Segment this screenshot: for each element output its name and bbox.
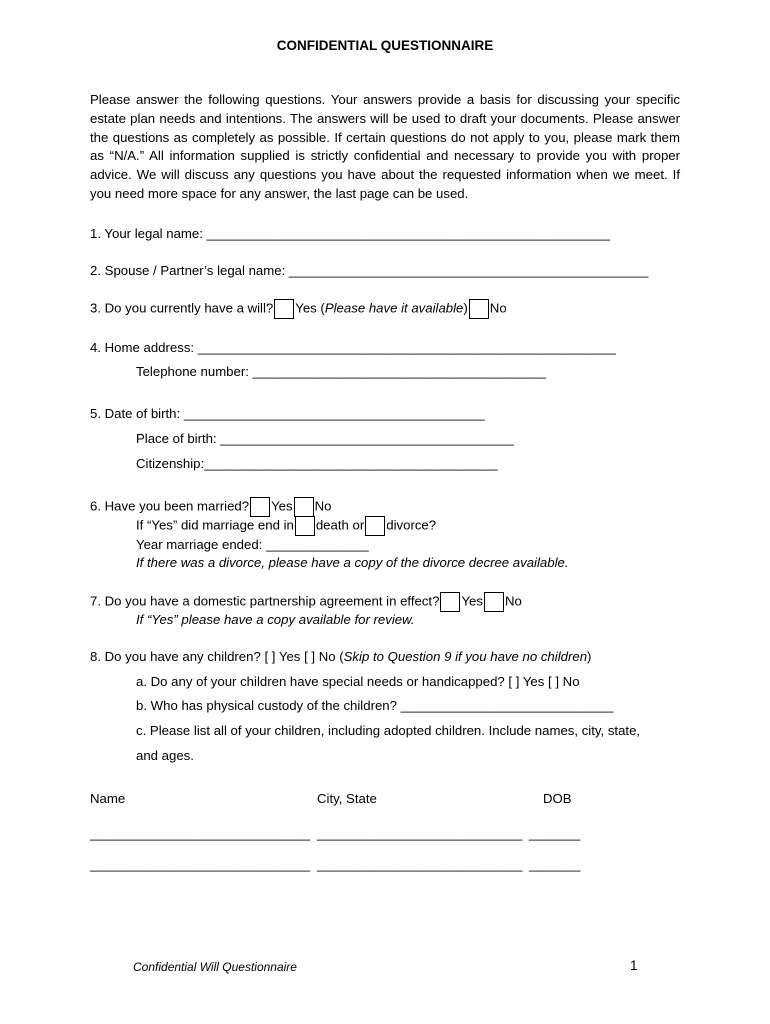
page-title: CONFIDENTIAL QUESTIONNAIRE: [276, 38, 494, 53]
death-checkbox[interactable]: [295, 516, 315, 536]
header-city-state: City, State: [317, 791, 377, 806]
place-of-birth-field[interactable]: ________________________________________: [220, 431, 514, 446]
question-1: [90, 226, 610, 241]
q3-yes-close: ): [463, 300, 468, 316]
question-5: [90, 406, 485, 421]
q8a: a. Do any of your children have special needs or handicapped? [ ] Yes [ ] No: [136, 674, 580, 689]
q7-label: 7. Do you have a domestic partnership agreement in effect?: [90, 593, 440, 609]
question-8: [90, 649, 591, 664]
q8b: [136, 698, 613, 713]
question-7: [90, 592, 522, 612]
q7-no-label: No: [504, 593, 522, 609]
marriage-end-row: [136, 516, 436, 536]
q2-label: 2. Spouse / Partner’s legal name:: [90, 263, 289, 278]
question-2: [90, 263, 648, 278]
q7-yes-label: Yes: [461, 593, 483, 609]
header-name: Name: [90, 791, 126, 806]
legal-name-field[interactable]: _______________________________________________________: [206, 226, 610, 241]
question-6: [90, 497, 331, 517]
header-dob: DOB: [543, 791, 572, 806]
question-3: [90, 299, 507, 319]
q8-label: 8. Do you have any children? [ ] Yes [ ] No (: [90, 649, 344, 664]
child-row-1-dob-field[interactable]: _______: [529, 826, 581, 841]
child-row-1-city-field[interactable]: ____________________________: [317, 826, 523, 841]
q8c-line1: c. Please list all of your children, including adopted children. Include names, city, state,: [136, 723, 641, 738]
will-yes-checkbox[interactable]: [274, 299, 294, 319]
place-of-birth-row: [136, 431, 514, 446]
death-label: death or: [315, 517, 365, 533]
q5-label: 5. Date of birth:: [90, 406, 184, 421]
page-number: 1: [630, 958, 638, 973]
year-ended-row: [136, 537, 369, 552]
citizenship-label: Citizenship:: [136, 456, 205, 471]
q3-yes-label: Yes (: [295, 300, 325, 316]
q6-no-label: No: [314, 498, 332, 514]
telephone-row: [136, 364, 546, 379]
intro-paragraph: Please answer the following questions. Your answers provide a basis for discussing your specific estate plan needs and intentions. The answers will be used to draft your documents. Please answer the questions as completely as possible. If certain questions do not apply to you, please mark them as “N/A.” All information supplied is strictly confidential and necessary to provide you with proper advice. We will discuss any questions you have about the requested information when we meet. If you need more space for any answer, the last page can be used.: [90, 92, 680, 201]
custody-field[interactable]: _____________________________: [400, 698, 614, 713]
year-ended-label: Year marriage ended:: [136, 537, 267, 552]
q3-no-label: No: [489, 300, 507, 316]
divorce-label: divorce?: [386, 517, 437, 533]
child-row-2-dob-field[interactable]: _______: [529, 857, 581, 872]
citizenship-row: [136, 456, 498, 471]
child-row-2-city-field[interactable]: ____________________________: [317, 857, 523, 872]
married-no-checkbox[interactable]: [294, 497, 314, 517]
q4-label: 4. Home address:: [90, 340, 198, 355]
partnership-no-checkbox[interactable]: [484, 592, 504, 612]
telephone-field[interactable]: ________________________________________: [252, 364, 546, 379]
question-4: [90, 340, 616, 355]
q6-label: 6. Have you been married?: [90, 498, 250, 514]
home-address-field[interactable]: _________________________________________________________: [197, 340, 616, 355]
q8-skip-note: Skip to Question 9 if you have no children: [343, 649, 588, 664]
divorce-checkbox[interactable]: [365, 516, 385, 536]
year-ended-field[interactable]: ______________: [266, 537, 369, 552]
citizenship-field[interactable]: ________________________________________: [204, 456, 498, 471]
q1-label: 1. Your legal name:: [90, 226, 207, 241]
telephone-label: Telephone number:: [136, 364, 253, 379]
marriage-end-label: If “Yes” did marriage end in: [136, 517, 294, 533]
place-of-birth-label: Place of birth:: [136, 431, 221, 446]
q3-label: 3. Do you currently have a will?: [90, 300, 274, 316]
will-no-checkbox[interactable]: [469, 299, 489, 319]
spouse-name-field[interactable]: _________________________________________________: [288, 263, 649, 278]
q6-yes-label: Yes: [271, 498, 293, 514]
q8b-label: b. Who has physical custody of the children?: [136, 698, 401, 713]
partnership-note: If “Yes” please have a copy available for review.: [136, 612, 415, 627]
child-row-2-name-field[interactable]: ______________________________: [90, 857, 311, 872]
q8c-line2: and ages.: [136, 748, 194, 763]
divorce-note: If there was a divorce, please have a copy of the divorce decree available.: [136, 555, 569, 570]
q3-yes-note: Please have it available: [324, 300, 464, 316]
partnership-yes-checkbox[interactable]: [440, 592, 460, 612]
footer-title: Confidential Will Questionnaire: [133, 960, 297, 974]
q8-close: ): [587, 649, 592, 664]
married-yes-checkbox[interactable]: [250, 497, 270, 517]
date-of-birth-field[interactable]: _________________________________________: [183, 406, 485, 421]
child-row-1-name-field[interactable]: ______________________________: [90, 826, 311, 841]
